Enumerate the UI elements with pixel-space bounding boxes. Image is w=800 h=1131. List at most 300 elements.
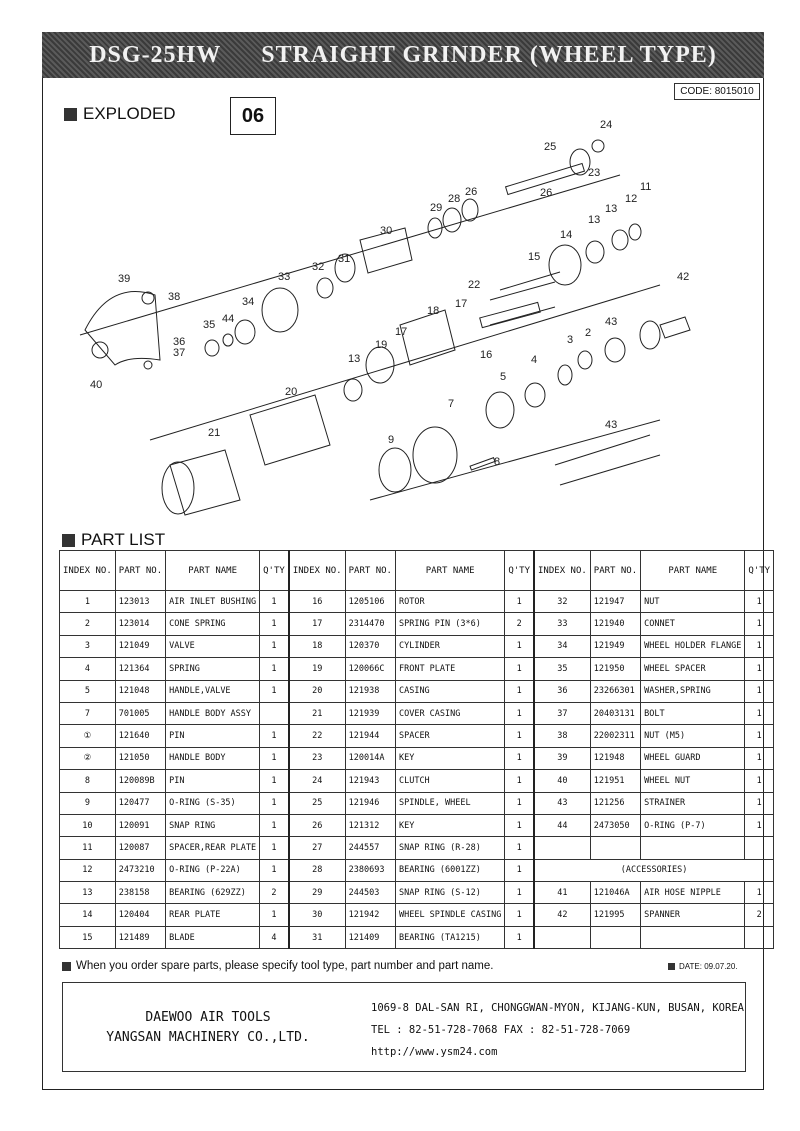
spanner-part <box>555 435 660 485</box>
part-no-cell: 121944 <box>345 725 395 747</box>
part-no-cell: 121943 <box>345 770 395 792</box>
part-no-cell: 120404 <box>115 904 165 926</box>
part-name-cell: SPACER <box>395 725 504 747</box>
company-line-2: YANGSAN MACHINERY CO.,LTD. <box>106 1030 310 1045</box>
part-no-cell: 121489 <box>115 926 165 948</box>
index-cell: 3 <box>60 635 116 657</box>
qty-cell: 2 <box>505 613 534 635</box>
callout: 39 <box>118 273 131 285</box>
index-cell: 20 <box>289 680 345 702</box>
oring-part <box>223 334 233 346</box>
part-no-cell <box>590 837 640 859</box>
part-no-cell: 121049 <box>115 635 165 657</box>
wheel-nut-part <box>92 342 108 358</box>
index-cell: 34 <box>534 635 590 657</box>
part-no-cell: 121640 <box>115 725 165 747</box>
qty-cell: 1 <box>505 837 534 859</box>
index-cell: 36 <box>534 680 590 702</box>
index-cell: ① <box>60 725 116 747</box>
callout: 37 <box>173 347 186 359</box>
index-cell: 11 <box>60 837 116 859</box>
header-qty: Q'TY <box>745 551 774 591</box>
index-cell: 27 <box>289 837 345 859</box>
qty-cell: 1 <box>505 814 534 836</box>
qty-cell: 1 <box>745 613 774 635</box>
part-name-cell: KEY <box>395 814 504 836</box>
table-row <box>60 658 774 680</box>
qty-cell: 1 <box>505 680 534 702</box>
pin-part <box>470 458 495 470</box>
header-index: INDEX NO. <box>289 551 345 591</box>
index-cell: 5 <box>60 680 116 702</box>
handle-valve-part <box>486 392 514 428</box>
index-cell: 43 <box>534 792 590 814</box>
part-no-cell <box>590 926 640 948</box>
index-cell: 32 <box>534 591 590 613</box>
phone-fax: TEL : 82-51-728-7068 FAX : 82-51-728-7069 <box>371 1024 631 1036</box>
page-title: STRAIGHT GRINDER (WHEEL TYPE) <box>261 41 717 68</box>
model-name: DSG-25HW <box>89 41 222 68</box>
table-row <box>60 680 774 702</box>
part-no-cell: 701005 <box>115 702 165 724</box>
qty-cell: 1 <box>745 725 774 747</box>
qty-cell: 1 <box>505 658 534 680</box>
snap-ring-part <box>629 224 641 240</box>
part-list-label: PART LIST <box>81 530 166 549</box>
callout: 40 <box>90 379 103 391</box>
table-row <box>60 725 774 747</box>
qty-cell: 1 <box>260 680 289 702</box>
header-index: INDEX NO. <box>60 551 116 591</box>
part-name-cell: O-RING (P-22A) <box>166 859 260 881</box>
qty-cell: 1 <box>260 613 289 635</box>
part-name-cell: KEY <box>395 747 504 769</box>
callout: 22 <box>468 279 481 291</box>
part-name-cell <box>641 926 745 948</box>
part-no-cell: 121050 <box>115 747 165 769</box>
part-no-cell: 120089B <box>115 770 165 792</box>
diagram-labels <box>90 119 689 468</box>
wheel-guard-part <box>85 292 160 365</box>
qty-cell <box>745 926 774 948</box>
qty-cell: 1 <box>505 882 534 904</box>
part-name-cell: BLADE <box>166 926 260 948</box>
address: 1069-8 DAL-SAN RI, CHONGGWAN-MYON, KIJANG-KUN, BUSAN, KOREA <box>371 1002 744 1014</box>
snap-ring-part <box>462 199 478 221</box>
index-cell: 10 <box>60 814 116 836</box>
callout: 35 <box>203 319 216 331</box>
qty-cell: 1 <box>745 702 774 724</box>
part-no-cell: 121312 <box>345 814 395 836</box>
part-no-cell: 20403131 <box>590 702 640 724</box>
part-list-table <box>59 550 774 949</box>
bolt-part <box>144 361 152 369</box>
website-url[interactable]: http://www.ysm24.com <box>371 1046 498 1058</box>
table-row <box>60 882 774 904</box>
callout: 14 <box>560 229 573 241</box>
index-cell: 16 <box>289 591 345 613</box>
qty-cell: 1 <box>505 725 534 747</box>
part-no-cell: 238158 <box>115 882 165 904</box>
callout: 21 <box>208 427 221 439</box>
callout: 43 <box>605 419 618 431</box>
qty-cell: 1 <box>505 926 534 948</box>
index-cell: 37 <box>534 702 590 724</box>
part-name-cell: WHEEL SPINDLE CASING <box>395 904 504 926</box>
part-no-cell: 121940 <box>590 613 640 635</box>
part-no-cell: 121995 <box>590 904 640 926</box>
part-no-cell: 123014 <box>115 613 165 635</box>
part-name-cell: NUT <box>641 591 745 613</box>
qty-cell: 1 <box>260 635 289 657</box>
wheel-spacer-part <box>205 340 219 356</box>
callout: 9 <box>388 434 395 446</box>
header-part-no: PART NO. <box>345 551 395 591</box>
flange-part <box>235 320 255 344</box>
part-no-cell: 23266301 <box>590 680 640 702</box>
callout: 29 <box>430 202 443 214</box>
index-cell: 31 <box>289 926 345 948</box>
callout: 30 <box>380 225 393 237</box>
part-name-cell: HANDLE,VALVE <box>166 680 260 702</box>
part-no-cell: 121938 <box>345 680 395 702</box>
table-row <box>60 770 774 792</box>
table-row <box>60 747 774 769</box>
qty-cell: 1 <box>505 904 534 926</box>
qty-cell: 1 <box>745 747 774 769</box>
qty-cell: 1 <box>505 859 534 881</box>
spacer-part <box>592 140 604 152</box>
cover-casing-end <box>162 462 194 514</box>
callout: 38 <box>168 291 181 303</box>
part-name-cell: ROTOR <box>395 591 504 613</box>
callout: 26 <box>540 187 553 199</box>
callout: 3 <box>567 334 574 346</box>
part-name-cell: SPRING <box>166 658 260 680</box>
index-cell: 35 <box>534 658 590 680</box>
square-bullet-icon <box>62 962 71 971</box>
strainer-part <box>605 338 625 362</box>
table-row <box>60 814 774 836</box>
part-no-cell: 120066C <box>345 658 395 680</box>
part-no-cell: 2473050 <box>590 814 640 836</box>
index-cell: 17 <box>289 613 345 635</box>
qty-cell <box>260 702 289 724</box>
part-no-cell: 121256 <box>590 792 640 814</box>
index-cell: 15 <box>60 926 116 948</box>
front-plate-part <box>366 347 394 383</box>
part-name-cell: WHEEL NUT <box>641 770 745 792</box>
table-row <box>60 926 774 948</box>
part-name-cell: SPANNER <box>641 904 745 926</box>
header-part-name: PART NAME <box>641 551 745 591</box>
part-name-cell: SPRING PIN (3*6) <box>395 613 504 635</box>
company-name <box>93 1008 323 1048</box>
part-no-cell: 120087 <box>115 837 165 859</box>
part-no-cell: 121942 <box>345 904 395 926</box>
accessories-label: (ACCESSORIES) <box>534 859 774 881</box>
qty-cell: 1 <box>505 635 534 657</box>
callout: 13 <box>605 203 618 215</box>
qty-cell <box>745 837 774 859</box>
callout: 32 <box>312 261 325 273</box>
nut-part <box>142 292 154 304</box>
callout: 28 <box>448 193 461 205</box>
callout: 7 <box>448 398 455 410</box>
callout: 43 <box>605 316 618 328</box>
callout: 34 <box>242 296 255 308</box>
part-no-cell: 244503 <box>345 882 395 904</box>
bearing-part <box>586 241 604 263</box>
part-no-cell: 121946 <box>345 792 395 814</box>
part-name-cell: SNAP RING (S-12) <box>395 882 504 904</box>
part-name-cell: SPACER,REAR PLATE <box>166 837 260 859</box>
part-no-cell: 121950 <box>590 658 640 680</box>
qty-cell: 1 <box>745 882 774 904</box>
index-cell <box>534 926 590 948</box>
callout: 23 <box>588 167 601 179</box>
table-row <box>60 613 774 635</box>
callout: 44 <box>222 313 235 325</box>
part-no-cell: 121951 <box>590 770 640 792</box>
index-cell: 19 <box>289 658 345 680</box>
part-no-cell: 120014A <box>345 747 395 769</box>
callout: 24 <box>600 119 613 131</box>
index-cell: 41 <box>534 882 590 904</box>
qty-cell: 1 <box>260 814 289 836</box>
callout: 8 <box>494 456 501 468</box>
part-list-heading <box>62 530 165 550</box>
index-cell: 23 <box>289 747 345 769</box>
qty-cell: 1 <box>505 747 534 769</box>
part-name-cell: HANDLE BODY ASSY <box>166 702 260 724</box>
part-name-cell: PIN <box>166 725 260 747</box>
qty-cell: 1 <box>745 680 774 702</box>
qty-cell: 1 <box>260 837 289 859</box>
part-no-cell: 2473210 <box>115 859 165 881</box>
company-line-1: DAEWOO AIR TOOLS <box>145 1010 271 1025</box>
part-no-cell: 123013 <box>115 591 165 613</box>
index-cell: 8 <box>60 770 116 792</box>
header-qty: Q'TY <box>505 551 534 591</box>
part-no-cell: 121364 <box>115 658 165 680</box>
callout: 5 <box>500 371 507 383</box>
part-name-cell: O-RING (S-35) <box>166 792 260 814</box>
air-hose-nipple-part <box>660 317 690 338</box>
index-cell: 44 <box>534 814 590 836</box>
callout: 20 <box>285 386 298 398</box>
index-cell: 40 <box>534 770 590 792</box>
qty-cell: 1 <box>745 591 774 613</box>
index-cell: 33 <box>534 613 590 635</box>
table-row <box>60 591 774 613</box>
part-no-cell: 2380693 <box>345 859 395 881</box>
qty-cell: 1 <box>260 770 289 792</box>
valve-part <box>558 365 572 385</box>
index-cell: 1 <box>60 591 116 613</box>
part-no-cell: 120091 <box>115 814 165 836</box>
index-cell: 4 <box>60 658 116 680</box>
callout: 31 <box>338 253 351 265</box>
index-cell: ② <box>60 747 116 769</box>
callout: 13 <box>348 353 361 365</box>
index-cell: 26 <box>289 814 345 836</box>
part-name-cell: WHEEL HOLDER FLANGE <box>641 635 745 657</box>
index-cell: 30 <box>289 904 345 926</box>
qty-cell: 2 <box>745 904 774 926</box>
part-name-cell: FRONT PLATE <box>395 658 504 680</box>
header-qty: Q'TY <box>260 551 289 591</box>
callout: 33 <box>278 271 291 283</box>
part-name-cell: BEARING (TA1215) <box>395 926 504 948</box>
qty-cell: 1 <box>745 814 774 836</box>
part-no-cell: 244557 <box>345 837 395 859</box>
part-no-cell: 121939 <box>345 702 395 724</box>
table-row <box>60 635 774 657</box>
exploded-diagram <box>60 110 700 520</box>
table-row <box>60 904 774 926</box>
cover-casing-part <box>170 450 240 515</box>
qty-cell: 1 <box>505 770 534 792</box>
title-bar <box>42 32 764 78</box>
qty-cell: 1 <box>505 591 534 613</box>
callout: 42 <box>677 271 690 283</box>
table-row <box>60 859 774 881</box>
table-row <box>60 702 774 724</box>
square-bullet-icon <box>668 963 675 970</box>
date-text: DATE: 09.07.20. <box>679 962 738 971</box>
qty-cell: 1 <box>260 792 289 814</box>
part-name-cell: VALVE <box>166 635 260 657</box>
order-note <box>62 960 493 972</box>
index-cell: 29 <box>289 882 345 904</box>
qty-cell: 4 <box>260 926 289 948</box>
callout: 16 <box>480 349 493 361</box>
header-part-no: PART NO. <box>115 551 165 591</box>
table-row <box>60 837 774 859</box>
part-name-cell: NUT (M5) <box>641 725 745 747</box>
qty-cell: 1 <box>260 725 289 747</box>
table-header-row <box>60 551 774 591</box>
index-cell: 38 <box>534 725 590 747</box>
part-name-cell: AIR INLET BUSHING <box>166 591 260 613</box>
exploded-label: EXPLODED <box>83 104 176 123</box>
header-index: INDEX NO. <box>534 551 590 591</box>
part-no-cell: 121048 <box>115 680 165 702</box>
qty-cell: 1 <box>745 658 774 680</box>
blade-part <box>490 272 560 325</box>
callout: 2 <box>585 327 592 339</box>
part-name-cell: SNAP RING <box>166 814 260 836</box>
callout: 19 <box>375 339 388 351</box>
part-name-cell: STRAINER <box>641 792 745 814</box>
part-name-cell: AIR HOSE NIPPLE <box>641 882 745 904</box>
callout: 13 <box>588 214 601 226</box>
guide-line <box>150 285 660 440</box>
part-no-cell: 120477 <box>115 792 165 814</box>
qty-cell: 1 <box>745 770 774 792</box>
index-cell: 22 <box>289 725 345 747</box>
index-cell: 13 <box>60 882 116 904</box>
oring-part <box>379 448 411 492</box>
qty-cell: 2 <box>260 882 289 904</box>
part-name-cell: O-RING (P-7) <box>641 814 745 836</box>
part-name-cell: REAR PLATE <box>166 904 260 926</box>
part-name-cell: PIN <box>166 770 260 792</box>
index-cell <box>534 837 590 859</box>
index-cell: 21 <box>289 702 345 724</box>
air-inlet-bushing-part <box>640 321 660 349</box>
part-no-cell: 1205106 <box>345 591 395 613</box>
page-number: 06 <box>230 97 276 135</box>
spring-part <box>525 383 545 407</box>
order-note-text: When you order spare parts, please specify tool type, part number and part name. <box>76 960 494 972</box>
callout: 17 <box>395 326 408 338</box>
square-bullet-icon <box>62 534 75 547</box>
part-name-cell: CASING <box>395 680 504 702</box>
callout: 15 <box>528 251 541 263</box>
index-cell: 42 <box>534 904 590 926</box>
part-name-cell: CLUTCH <box>395 770 504 792</box>
contact-info <box>371 997 744 1063</box>
callout: 25 <box>544 141 557 153</box>
callout: 18 <box>427 305 440 317</box>
part-name-cell: CONE SPRING <box>166 613 260 635</box>
callout: 26 <box>465 186 478 198</box>
callout: 11 <box>640 181 652 193</box>
qty-cell: 1 <box>505 702 534 724</box>
part-no-cell: 120370 <box>345 635 395 657</box>
cone-spring-part <box>578 351 592 369</box>
index-cell: 24 <box>289 770 345 792</box>
part-name-cell: BEARING (6001ZZ) <box>395 859 504 881</box>
part-no-cell: 121409 <box>345 926 395 948</box>
part-name-cell: HANDLE BODY <box>166 747 260 769</box>
part-name-cell: SNAP RING (R-28) <box>395 837 504 859</box>
header-part-no: PART NO. <box>590 551 640 591</box>
qty-cell: 1 <box>260 747 289 769</box>
index-cell: 25 <box>289 792 345 814</box>
index-cell: 14 <box>60 904 116 926</box>
callout: 4 <box>531 354 538 366</box>
callout: 17 <box>455 298 468 310</box>
part-name-cell: CONNET <box>641 613 745 635</box>
footer-box <box>62 982 746 1072</box>
nut-part <box>317 278 333 298</box>
qty-cell: 1 <box>260 904 289 926</box>
index-cell: 12 <box>60 859 116 881</box>
part-no-cell: 121947 <box>590 591 640 613</box>
part-name-cell: WASHER,SPRING <box>641 680 745 702</box>
qty-cell: 1 <box>260 591 289 613</box>
rear-plate-part <box>549 245 581 285</box>
header-part-name: PART NAME <box>395 551 504 591</box>
part-name-cell: WHEEL SPACER <box>641 658 745 680</box>
index-cell: 18 <box>289 635 345 657</box>
part-no-cell: 2314470 <box>345 613 395 635</box>
qty-cell: 1 <box>505 792 534 814</box>
bearing-part <box>344 379 362 401</box>
code-box: CODE: 8015010 <box>674 83 760 100</box>
part-name-cell: COVER CASING <box>395 702 504 724</box>
index-cell: 39 <box>534 747 590 769</box>
index-cell: 28 <box>289 859 345 881</box>
qty-cell: 1 <box>745 635 774 657</box>
date-stamp <box>668 962 738 971</box>
clutch-part <box>570 149 590 175</box>
part-name-cell: WHEEL GUARD <box>641 747 745 769</box>
part-name-cell: BEARING (629ZZ) <box>166 882 260 904</box>
